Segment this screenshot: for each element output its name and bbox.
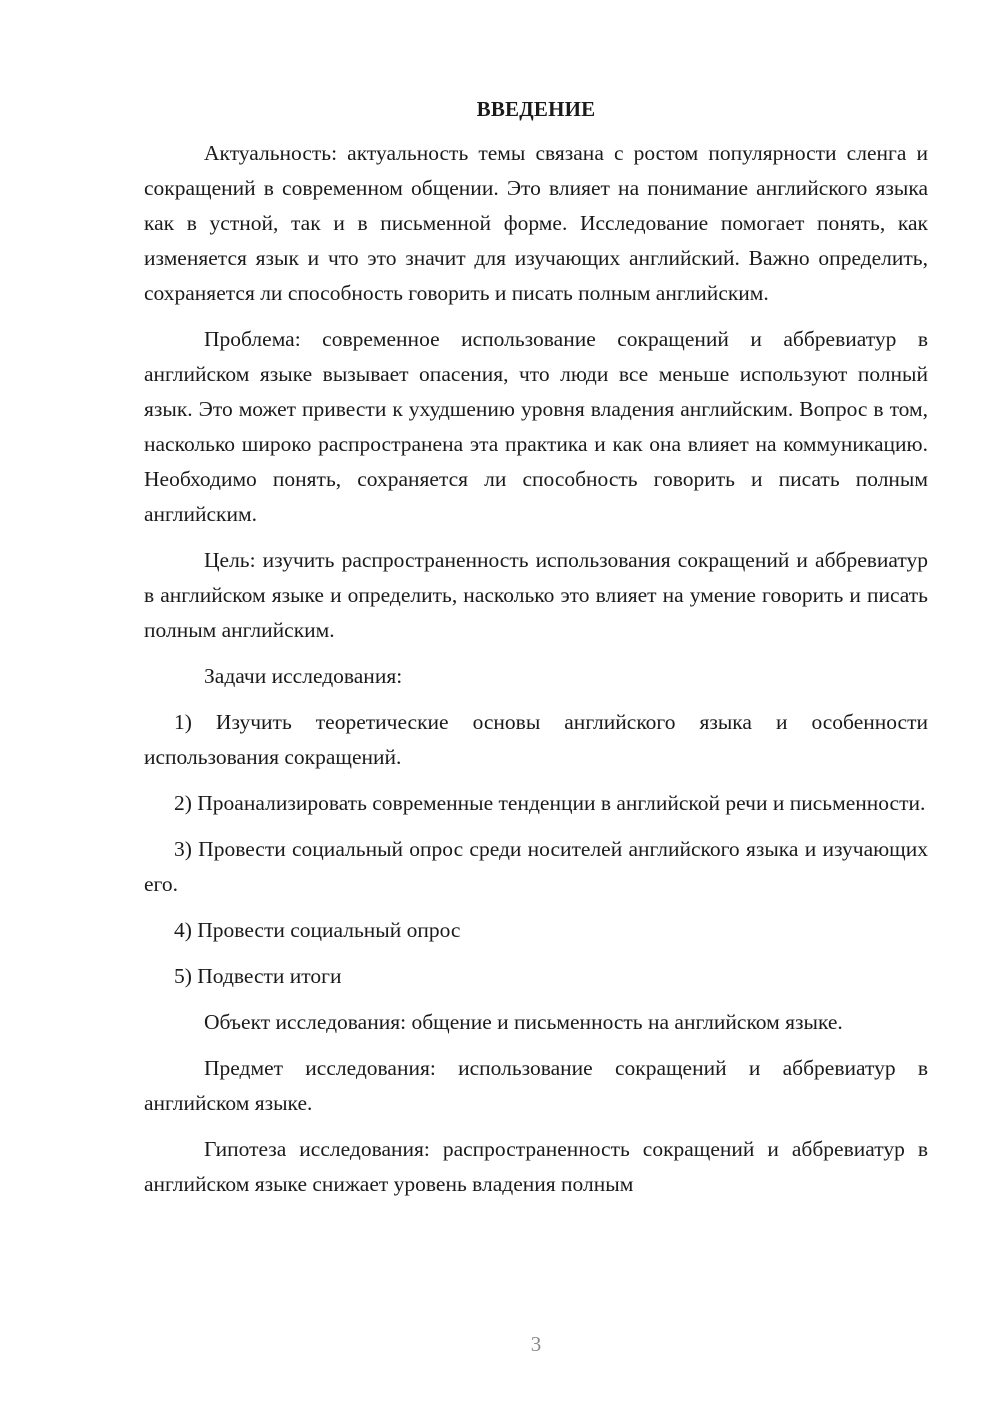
paragraph-object: Объект исследования: общение и письменность на английском языке.	[204, 1010, 843, 1034]
paragraph-hypothesis: Гипотеза исследования: распространенность сокращений и аббревиатур в английском языке снижает уровень владения полным	[144, 1137, 928, 1196]
task-item-4: 4) Провести социальный опрос	[174, 918, 461, 942]
page-number: 3	[530, 1332, 542, 1356]
paragraph-subject: Предмет исследования: использование сокращений и аббревиатур в английском языке.	[144, 1056, 928, 1115]
task-item-1: 1) Изучить теоретические основы английского языка и особенности использования сокращений.	[144, 710, 928, 769]
page-content	[144, 92, 928, 1213]
paragraph-relevance: Актуальность: актуальность темы связана с ростом популярности сленга и сокращений в современном общении. Это влияет на понимание английского языка как в устной, так и в письменной форме. Исследование помогает понять, как изменяется язык и что это значит для изучающих английский. Важно определить, сохраняется ли способность говорить и писать полным английским.	[144, 141, 928, 305]
paragraph-tasks-heading: Задачи исследования:	[204, 664, 403, 688]
task-item-3: 3) Провести социальный опрос среди носителей английского языка и изучающих его.	[144, 837, 928, 896]
section-title: ВВЕДЕНИЕ	[476, 97, 596, 121]
paragraph-goal: Цель: изучить распространенность использования сокращений и аббревиатур в английском языке и определить, насколько это влияет на умение говорить и писать полным английским.	[144, 548, 928, 642]
paragraph-problem: Проблема: современное использование сокращений и аббревиатур в английском языке вызывает опасения, что люди все меньше используют полный язык. Это может привести к ухудшению уровня владения английским. Вопрос в том, насколько широко распространена эта практика и как она влияет на коммуникацию. Необходимо понять, сохраняется ли способность говорить и писать полным английским.	[144, 327, 928, 526]
task-item-5: 5) Подвести итоги	[174, 964, 342, 988]
task-item-2: 2) Проанализировать современные тенденции в английской речи и письменности.	[174, 791, 926, 815]
